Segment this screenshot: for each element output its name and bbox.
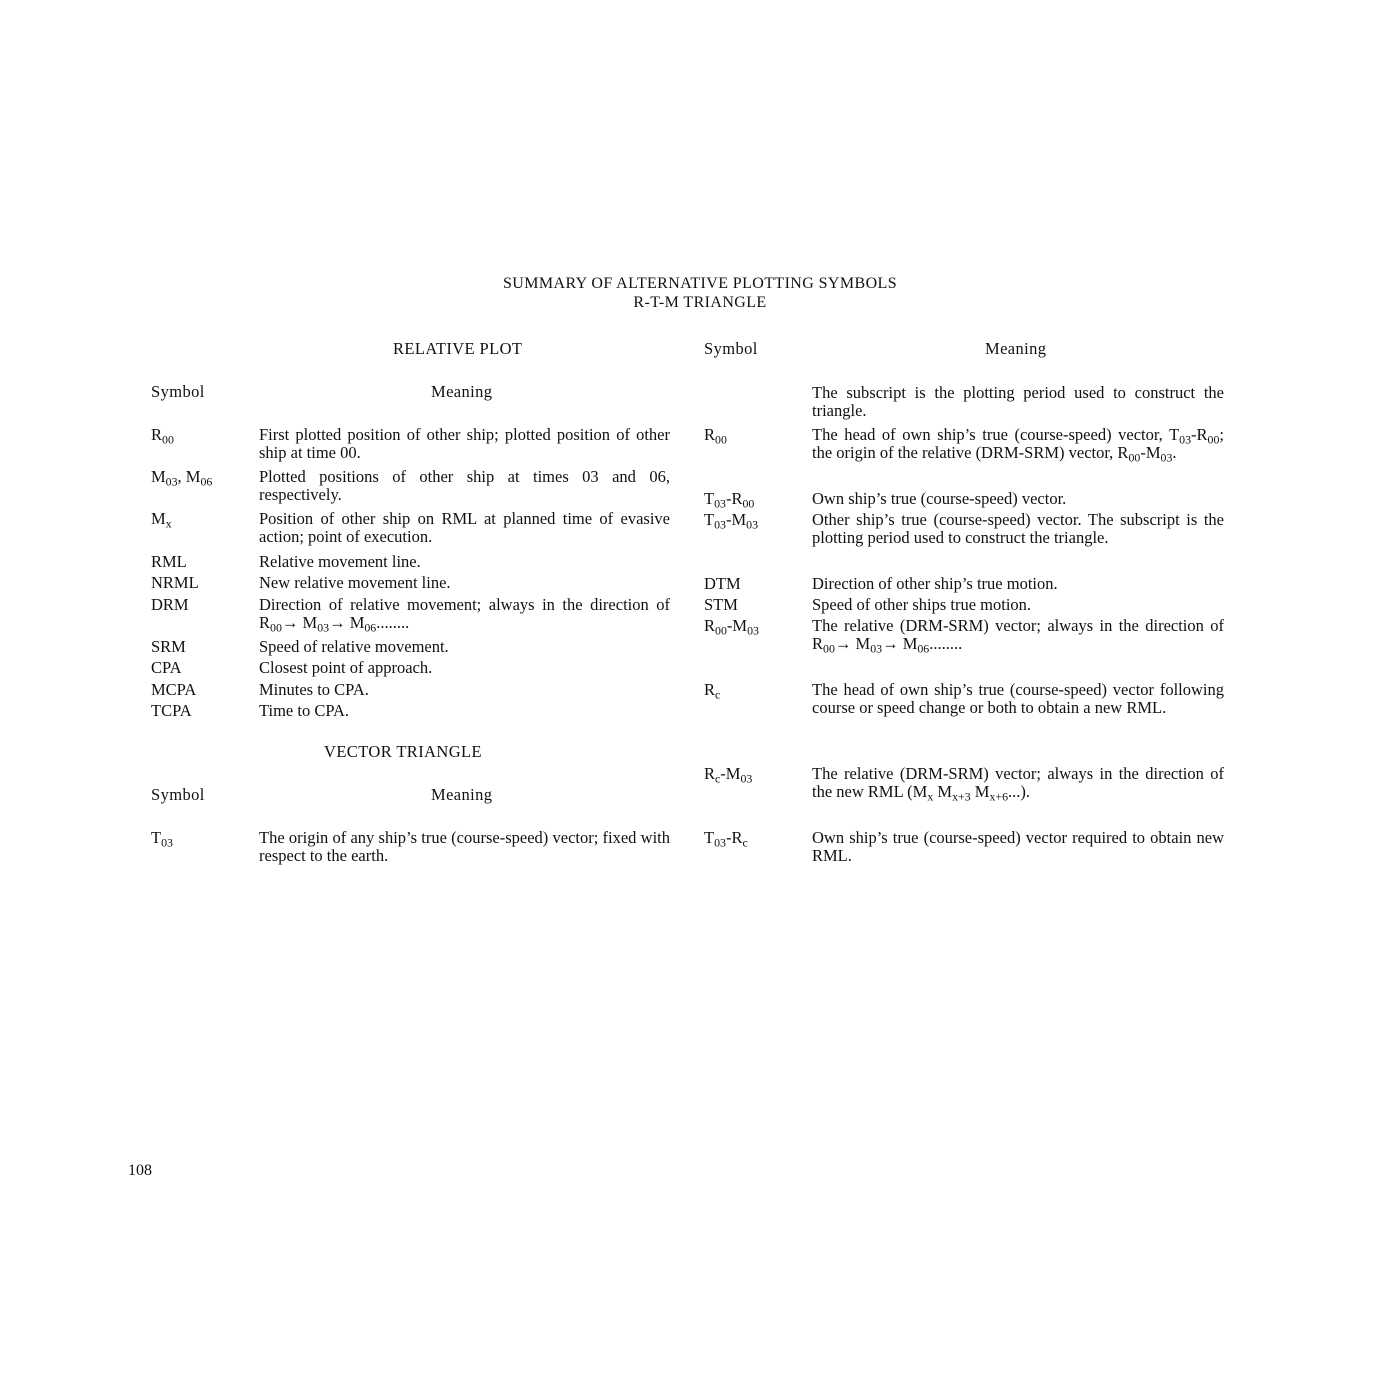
relative-symbol-r00: $R_{00}$ [151, 425, 174, 447]
right-meaning-r00-m03: The relative (DRM-SRM) vector; always in the direction of $R_{00}\to M_{03}\to M_{06}$........ [812, 616, 1224, 656]
relative-plot-symbol-header: Symbol [151, 382, 205, 401]
relative-symbol-srm: SRM [151, 637, 186, 656]
right-meaning-t03-m03: Other ship’s true (course-speed) vector. The subscript is the plotting period used to construct the triangle. [812, 510, 1224, 547]
page-title: SUMMARY OF ALTERNATIVE PLOTTING SYMBOLS [502, 275, 897, 292]
right-symbol-t03-rc: $T_{03}-R_c$ [704, 828, 748, 850]
right-symbol-rc: $R_c$ [704, 680, 721, 702]
relative-plot-meaning-header: Meaning [431, 382, 493, 401]
relative-meaning-nrml: New relative movement line. [259, 573, 451, 592]
relative-symbol-drm: DRM [151, 595, 189, 614]
relative-meaning-rml: Relative movement line. [259, 552, 421, 571]
relative-symbol-mcpa: MCPA [151, 680, 197, 699]
vector-meaning-t03: The origin of any ship’s true (course-speed) vector; fixed with respect to the earth. [259, 828, 670, 865]
right-symbol-t03-m03: $T_{03}-M_{03}$ [704, 510, 759, 532]
relative-symbol-m03-m06: $M_{03}$, $M_{06}$ [151, 467, 213, 489]
right-meaning-header: Meaning [985, 339, 1047, 358]
relative-meaning-m03-m06: Plotted positions of other ship at times 03 and 06, respectively. [259, 467, 670, 504]
vector-symbol-t03: $T_{03}$ [151, 828, 173, 850]
right-symbol-header: Symbol [704, 339, 758, 358]
right-symbol-rc-m03: $R_c-M_{03}$ [704, 764, 753, 786]
relative-symbol-tcpa: TCPA [151, 701, 192, 720]
relative-meaning-cpa: Closest point of approach. [259, 658, 433, 677]
relative-meaning-drm: Direction of relative movement; always in the direction of $R_{00}\to M_{03}\to M_{06}$........ [259, 595, 670, 635]
right-meaning-stm: Speed of other ships true motion. [812, 595, 1032, 614]
page-subtitle: R-T-M TRIANGLE [633, 294, 767, 311]
relative-meaning-tcpa: Time to CPA. [259, 701, 350, 720]
vector-triangle-symbol-header: Symbol [151, 785, 205, 804]
relative-meaning-srm: Speed of relative movement. [259, 637, 449, 656]
right-meaning-rc-m03: The relative (DRM-SRM) vector; always in the direction of the new RML ($M_x$ $M_{x+3}$ $M_{x+6}$...). [812, 764, 1224, 804]
relative-symbol-cpa: CPA [151, 658, 182, 677]
relative-meaning-mcpa: Minutes to CPA. [259, 680, 369, 699]
right-meaning-t03-rc: Own ship’s true (course-speed) vector required to obtain new RML. [812, 828, 1224, 865]
vector-triangle-heading: VECTOR TRIANGLE [324, 742, 483, 761]
relative-meaning-mx: Position of other ship on RML at planned time of evasive action; point of execution. [259, 509, 670, 546]
right-symbol-r00-m03: $R_{00}-M_{03}$ [704, 616, 759, 638]
right-meaning-dtm: Direction of other ship’s true motion. [812, 574, 1058, 593]
right-symbol-t03-r00: $T_{03}-R_{00}$ [704, 489, 755, 511]
relative-meaning-r00: First plotted position of other ship; plotted position of other ship at time 00. [259, 425, 670, 462]
right-intro-text: The subscript is the plotting period used to construct the triangle. [812, 383, 1224, 420]
vector-triangle-meaning-header: Meaning [431, 785, 493, 804]
right-meaning-r00: The head of own ship’s true (course-speed) vector, $T_{03}-R_{00}$; the origin of the relative (DRM-SRM) vector, $R_{00}-M_{03}$. [812, 425, 1224, 465]
right-symbol-stm: STM [704, 595, 738, 614]
relative-symbol-rml: RML [151, 552, 187, 571]
right-symbol-dtm: DTM [704, 574, 741, 593]
relative-symbol-nrml: NRML [151, 573, 199, 592]
page-number: 108 [128, 1162, 152, 1179]
relative-plot-heading: RELATIVE PLOT [393, 339, 523, 358]
right-symbol-r00: $R_{00}$ [704, 425, 727, 447]
right-meaning-t03-r00: Own ship’s true (course-speed) vector. [812, 489, 1067, 508]
relative-symbol-mx: $M_x$ [151, 509, 172, 531]
right-meaning-rc: The head of own ship’s true (course-speed) vector following course or speed change or both to obtain a new RML. [812, 680, 1224, 717]
